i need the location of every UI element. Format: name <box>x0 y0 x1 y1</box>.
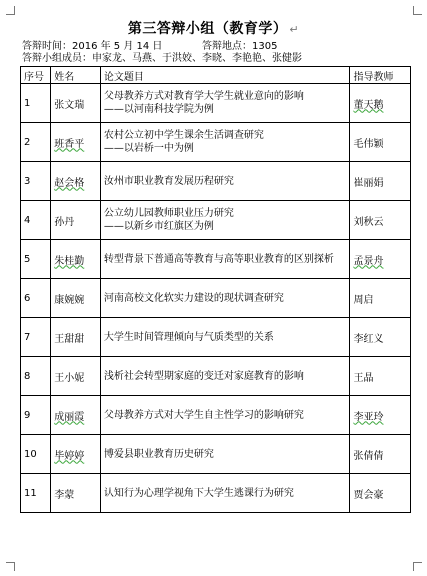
advisor-name <box>350 162 411 201</box>
thesis-topic <box>100 201 350 240</box>
row-number <box>21 84 51 123</box>
thesis-topic-line: 公立幼儿园教师职业压力研究 <box>103 208 234 219</box>
table-row <box>21 123 411 162</box>
student-name <box>51 435 101 474</box>
thesis-topic <box>100 474 350 513</box>
row-number <box>21 318 51 357</box>
thesis-topic-line: ——以岩桥一中为例 <box>103 143 194 154</box>
row-number <box>21 240 51 279</box>
thesis-topic-line: 认知行为心理学视角下大学生逃课行为研究 <box>103 487 294 499</box>
table-row <box>21 318 411 357</box>
row-number-text: 2 <box>24 136 31 148</box>
defense-location-label: 答辩地点： <box>202 41 252 52</box>
row-number <box>21 474 51 513</box>
student-name-text: 李蒙 <box>54 489 75 501</box>
student-name <box>51 474 101 513</box>
page-corner-mark <box>413 562 422 571</box>
table-row <box>21 396 411 435</box>
row-number-text: 9 <box>24 409 31 421</box>
advisor-name <box>350 435 411 474</box>
document-title <box>0 18 427 38</box>
student-name <box>51 279 101 318</box>
table-row <box>21 435 411 474</box>
row-number <box>21 396 51 435</box>
page-corner-mark <box>6 562 15 571</box>
thesis-topic <box>100 318 350 357</box>
row-number <box>21 279 51 318</box>
row-number-text: 7 <box>24 331 31 343</box>
table-row <box>21 162 411 201</box>
student-name-text: 成丽霞 <box>54 411 85 423</box>
thesis-topic-line: 博爱县职业教育历史研究 <box>103 448 214 460</box>
table-row <box>21 201 411 240</box>
header-advisor: 指导教师 <box>350 67 411 84</box>
table-row <box>21 279 411 318</box>
thesis-topic <box>100 84 350 123</box>
defense-location <box>202 41 277 53</box>
student-name <box>51 162 101 201</box>
student-name-text: 王小妮 <box>54 372 85 384</box>
row-number-text: 3 <box>24 175 31 187</box>
defense-time-value: 2016 年 5 月 14 日 <box>72 41 163 52</box>
row-number <box>21 162 51 201</box>
row-number <box>21 357 51 396</box>
page-corner-mark <box>6 6 15 15</box>
thesis-topic <box>100 357 350 396</box>
paragraph-mark-icon: ↵ <box>289 23 300 36</box>
thesis-topic-line: 汝州市职业教育发展历程研究 <box>103 175 234 187</box>
defense-members-line <box>22 53 402 65</box>
document-title-text: 第三答辩小组（教育学） <box>127 21 288 37</box>
advisor-name-text: 周启 <box>353 294 374 306</box>
student-name-text: 班香平 <box>54 138 85 150</box>
row-number <box>21 435 51 474</box>
table-row <box>21 240 411 279</box>
advisor-name <box>350 123 411 162</box>
page-corner-mark <box>413 6 422 15</box>
advisor-name-text: 王晶 <box>353 372 374 384</box>
thesis-topic-line: 河南高校文化软实力建设的现状调查研究 <box>103 292 284 304</box>
row-number-text: 10 <box>24 448 37 460</box>
row-number <box>21 201 51 240</box>
thesis-topic-line: 父母教养方式对大学生自主性学习的影响研究 <box>103 409 304 421</box>
thesis-topic <box>100 435 350 474</box>
thesis-topic-line: ——以新乡市红旗区为例 <box>103 221 214 232</box>
header-number: 序号 <box>21 67 51 84</box>
advisor-name <box>350 318 411 357</box>
table-header-row <box>21 67 411 84</box>
student-name <box>51 84 101 123</box>
table-row <box>21 84 411 123</box>
thesis-topic-line: 农村公立初中学生课余生活调查研究 <box>103 130 264 141</box>
student-name-text: 张文瑞 <box>54 99 85 111</box>
advisor-name <box>350 396 411 435</box>
advisor-name-text: 董天鹅 <box>353 99 384 111</box>
header-name: 姓名 <box>51 67 101 84</box>
thesis-topic <box>100 162 350 201</box>
advisor-name <box>350 357 411 396</box>
row-number-text: 4 <box>24 214 31 226</box>
advisor-name <box>350 474 411 513</box>
thesis-topic <box>100 123 350 162</box>
defense-time-line <box>22 41 402 53</box>
student-name <box>51 396 101 435</box>
advisor-name-text: 张倩倩 <box>353 450 384 462</box>
row-number-text: 8 <box>24 370 31 382</box>
row-number-text: 11 <box>24 487 37 499</box>
thesis-topic <box>100 396 350 435</box>
advisor-name-text: 李亚玲 <box>353 411 384 423</box>
row-number-text: 1 <box>24 97 31 109</box>
thesis-topic-line: 父母教养方式对教育学大学生就业意向的影响 <box>103 91 304 102</box>
header-topic: 论文题目 <box>100 67 350 84</box>
student-name-text: 康婉婉 <box>54 294 85 306</box>
advisor-name-text: 刘秋云 <box>353 216 384 228</box>
table-row <box>21 357 411 396</box>
student-name <box>51 240 101 279</box>
student-name-text: 毕婷婷 <box>54 450 85 462</box>
defense-location-value: 1305 <box>252 41 278 52</box>
advisor-name <box>350 279 411 318</box>
advisor-name-text: 崔丽娟 <box>353 177 384 189</box>
advisor-name-text: 贾会豪 <box>353 489 384 501</box>
row-number-text: 5 <box>24 253 31 265</box>
table-row <box>21 474 411 513</box>
thesis-topic-line: 大学生时间管理倾向与气质类型的关系 <box>103 331 274 343</box>
student-name-text: 孙丹 <box>54 216 75 228</box>
student-name <box>51 318 101 357</box>
defense-schedule-table <box>20 66 411 513</box>
student-name-text: 王甜甜 <box>54 333 85 345</box>
student-name <box>51 123 101 162</box>
advisor-name-text: 孟景舟 <box>353 255 384 267</box>
defense-time-label: 答辩时间： <box>22 41 72 52</box>
advisor-name-text: 毛伟颖 <box>353 138 384 150</box>
thesis-topic-line: ——以河南科技学院为例 <box>103 104 214 115</box>
student-name <box>51 357 101 396</box>
thesis-topic <box>100 279 350 318</box>
advisor-name-text: 李红义 <box>353 333 384 345</box>
thesis-topic-line: 浅析社会转型期家庭的变迁对家庭教育的影响 <box>103 370 304 382</box>
advisor-name <box>350 240 411 279</box>
row-number <box>21 123 51 162</box>
members-value: 申家龙、马燕、于洪姣、李晓、李艳艳、张健影 <box>92 53 302 64</box>
student-name-text: 赵会格 <box>54 177 85 189</box>
student-name <box>51 201 101 240</box>
thesis-topic-line: 转型背景下普通高等教育与高等职业教育的区别探析 <box>103 253 334 265</box>
members-label: 答辩小组成员： <box>22 53 92 64</box>
row-number-text: 6 <box>24 292 31 304</box>
thesis-topic <box>100 240 350 279</box>
advisor-name <box>350 84 411 123</box>
student-name-text: 朱桂勤 <box>54 255 85 267</box>
advisor-name <box>350 201 411 240</box>
